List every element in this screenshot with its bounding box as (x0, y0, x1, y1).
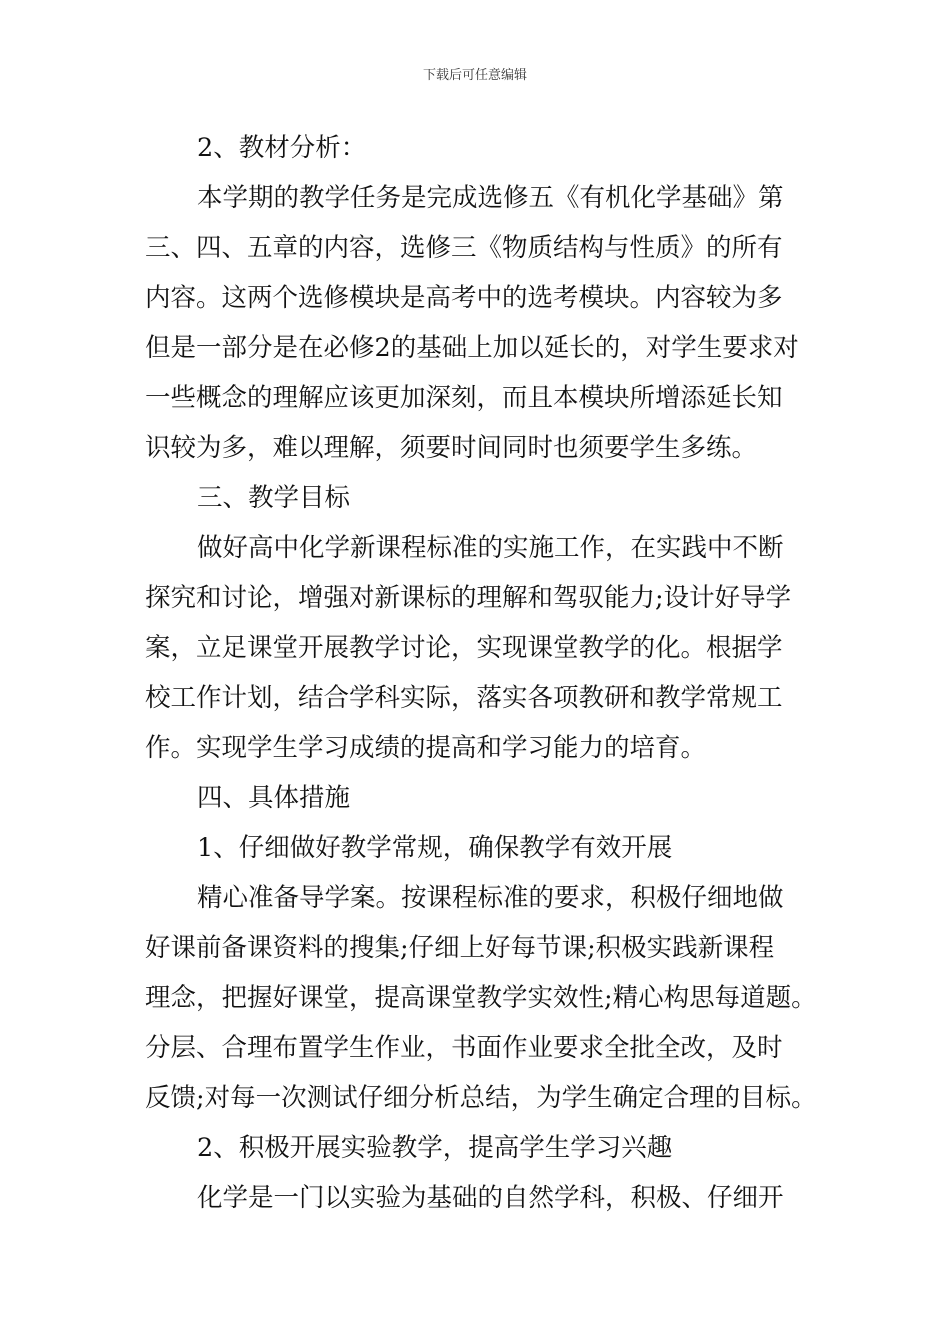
paragraph-line: 一些概念的理解应该更加深刻，而且本模块所增添延长知 (145, 383, 783, 413)
paragraph-line: 本学期的教学任务是完成选修五《有机化学基础》第 (197, 183, 784, 213)
paragraph-line: 校工作计划，结合学科实际，落实各项教研和教学常规工 (145, 683, 783, 713)
paragraph-line: 但是一部分是在必修2的基础上加以延长的，对学生要求对 (145, 333, 799, 363)
paragraph-line: 理念，把握好课堂，提高课堂教学实效性;精心构思每道题。 (145, 983, 817, 1013)
paragraph-line: 做好高中化学新课程标准的实施工作，在实践中不断 (197, 533, 784, 563)
section-heading: 四、具体措施 (197, 783, 351, 813)
section-heading: 2、教材分析： (197, 133, 367, 163)
paragraph-line: 好课前备课资料的搜集;仔细上好每节课;积极实践新课程 (145, 933, 775, 963)
paragraph-line: 内容。这两个选修模块是高考中的选考模块。内容较为多 (145, 283, 783, 313)
subsection-heading: 1、仔细做好教学常规，确保教学有效开展 (197, 833, 673, 863)
page-header: 下载后可任意编辑 (422, 68, 527, 83)
paragraph-line: 化学是一门以实验为基础的自然学科，积极、仔细开 (197, 1183, 784, 1213)
paragraph-line: 三、四、五章的内容，选修三《物质结构与性质》的所有 (145, 233, 783, 263)
paragraph-line: 识较为多，难以理解，须要时间同时也须要学生多练。 (145, 433, 758, 463)
paragraph-line: 反馈;对每一次测试仔细分析总结，为学生确定合理的目标。 (145, 1083, 817, 1113)
document-body (145, 128, 817, 1228)
section-heading: 三、教学目标 (197, 483, 351, 513)
paragraph-line: 案，立足课堂开展教学讨论，实现课堂教学的化。根据学 (145, 633, 783, 663)
paragraph-line: 作。实现学生学习成绩的提高和学习能力的培育。 (145, 733, 707, 763)
paragraph-line: 探究和讨论，增强对新课标的理解和驾驭能力;设计好导学 (145, 583, 792, 613)
paragraph-line: 分层、合理布置学生作业，书面作业要求全批全改，及时 (145, 1033, 783, 1063)
subsection-heading: 2、积极开展实验教学，提高学生学习兴趣 (197, 1133, 673, 1163)
paragraph-line: 精心准备导学案。按课程标准的要求，积极仔细地做 (197, 883, 784, 913)
